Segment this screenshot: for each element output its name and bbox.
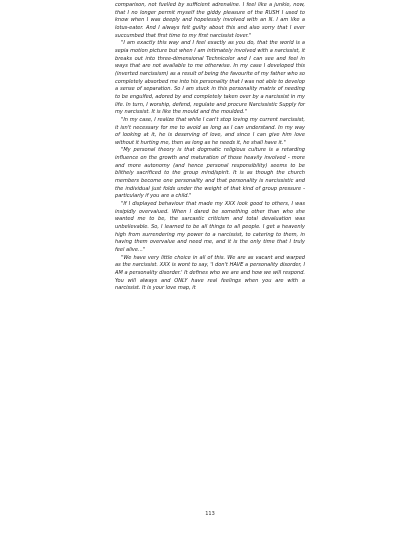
body-text [115, 2, 305, 293]
paragraph: "If I displayed behaviour that made my XXX look good to others, I was insipidly overvalued. When I dared be something other than who she wanted me to be, the sarcastic criticism and total devaluation was unbelievable. So, I learned to be all things to all people. I get a heavenly high from surrendering my power to a narcissist, to catering to them, in having them overvalue and need me, and it is the only time that I truly feel alive..." [115, 201, 305, 253]
paragraph: comparison, not fuelled by sufficient adrenaline. I feel like a junkie, now, that I no longer permit myself the giddy pleasure of the RUSH I used to know when I was deeply and hopelessly involved with an N. I am like a lotus-eater. And I always felt guilty about this and also sorry that I ever succumbed that first time to my first narcissist lover." [115, 2, 305, 39]
paragraph: "In my case, I realize that while I can't stop loving my current narcissist, it isn't necessary for me to avoid as long as I can understand. In my way of looking at it, he is deserving of love, and since I can give him love without it hurting me, then as long as he needs it, he shall have it." [115, 116, 305, 146]
page-number: 113 [205, 511, 215, 517]
paragraph: "I am exactly this way and I feel exactly as you do, that the world is a sepia motion picture but when I am intimately involved with a narcissist, it breaks out into three-dimensional Technicolor and I can see and feel in ways that are not available to me otherwise. In my case I developed this (inverted narcissism) as a result of being the favourite of my father who so completely absorbed me into his personality that I was not able to develop a sense of separation. So I am stuck in this personality matrix of needing to be engulfed, adored by and completely taken over by a narcissist in my life. In turn, I worship, defend, regulate and procure Narcissistic Supply for my narcissist. It is like the mould and the moulded." [115, 40, 305, 116]
paragraph: "We have very little choice in all of this. We are as vacant and warped as the narcissist. XXX is wont to say, 'I don't HAVE a personality disorder, I AM a personality disorder.' It defines who we are and how we will respond. You will always and ONLY have real feelings when you are with a narcissist. It is your love map, it [115, 254, 305, 292]
paragraph: "My personal theory is that dogmatic religious culture is a retarding influence on the growth and maturation of those heavily involved - more and more autonomy (and hence personal responsibility) seems to be blithely sacrificed to the group mind/spirit. It is as though the church members become one personality and that personality is narcissistic and the individual just folds under the weight of that kind of group pressure - particularly if you are a child." [115, 147, 305, 200]
